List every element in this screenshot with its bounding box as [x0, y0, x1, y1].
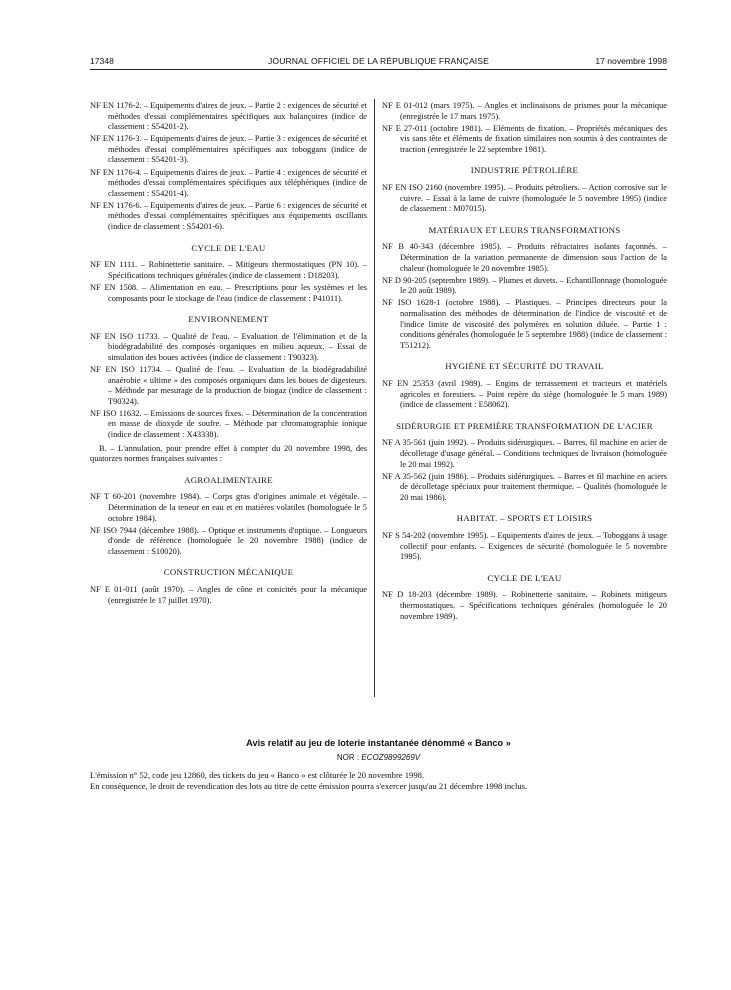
page-header [90, 56, 667, 70]
section-heading: SIDÉRURGIE ET PREMIÈRE TRANSFORMATION DE L'ACIER [396, 420, 653, 431]
nor-label: NOR : [336, 753, 360, 762]
standard-entry: NF A 35-561 (juin 1992). – Produits sidérurgiques. – Barres, fil machine en acier de décolletage d'usage général. – Conditions techniques de livraison (homologuée le 20 mai 1992). [382, 438, 667, 469]
section-heading: AGROALIMENTAIRE [184, 474, 273, 485]
notice-title: Avis relatif au jeu de loterie instantanée dénommé « Banco » [246, 738, 511, 748]
standard-entry: NF S 54-202 (novembre 1995). – Equipements d'aires de jeux. – Toboggans à usage collectif pour enfants. – Exigences de sécurité (homologuée le 5 novembre 1995). [382, 531, 667, 562]
journal-title: JOURNAL OFFICIEL DE LA RÉPUBLIQUE FRANÇAISE [268, 56, 489, 66]
right-column [382, 101, 667, 624]
standard-entry: NF B 40-343 (décembre 1985). – Produits réfractaires isolants façonnés. – Détermination de la variation permanente de dimension sous l'action de la chaleur (homologuée le 20 novembre 1985). [382, 242, 667, 273]
standard-entry: NF EN 1176-3. – Equipements d'aires de jeux. – Partie 3 : exigences de sécurité et méthodes d'essai complémentaires spécifiques aux toboggans (indice de classement : S54201-3). [90, 134, 367, 165]
section-heading: HABITAT. – SPORTS ET LOISIRS [456, 513, 593, 524]
standard-entry: NF EN ISO 11734. – Qualité de l'eau. – Evaluation de la biodégradabilité anaérobie « ultime » des composés organiques dans les boues de digesteurs. – Méthode par mesurage de la production de biogaz (indice de classement : T90324). [90, 364, 367, 406]
standard-entry: NF EN 25353 (avril 1989). – Engins de terrassement et tracteurs et matériels agricoles et forestiers. – Point repère du siège (homologuée le 5 mars 1989) (indice de classement : E58062). [382, 378, 667, 410]
publication-date: 17 novembre 1998 [595, 56, 667, 66]
standard-entry: NF A 35-562 (juin 1986). – Produits sidérurgiques. – Barres et fil machine en aciers de décolletage spéciaux pour traitement thermique. – Qualités (homologuée le 20 mai 1986). [382, 471, 667, 502]
standard-entry: NF E 01-012 (mars 1975). – Angles et inclinaisons de prismes pour la mécanique (enregistrée le 17 mars 1975). [382, 101, 667, 121]
column-divider [374, 99, 375, 697]
notice-body [90, 770, 667, 792]
standard-entry: NF EN ISO 11733. – Qualité de l'eau. – Evaluation de l'élimination et de la biodégradabilité des composés organiques en milieu aqueux. – Essai de simulation des boues activées (indice de classement : T90323). [90, 331, 367, 362]
standard-entry: NF EN 1176-4. – Equipements d'aires de jeux. – Partie 4 : exigences de sécurité et méthodes d'essai complémentaires spécifiques aux téléphériques (indice de classement : S54201-4). [90, 167, 367, 198]
nor-reference [90, 753, 667, 762]
header-rule [90, 69, 667, 70]
banco-notice [90, 738, 667, 792]
standard-entry: NF EN 1508. – Alimentation en eau. – Prescriptions pour les systèmes et les composants pour le stockage de l'eau (indice de classement : P41011). [90, 282, 367, 303]
left-column [90, 101, 367, 608]
standard-entry: NF ISO 1628-1 (octobre 1988). – Plastiques. – Principes directeurs pour la normalisation des méthodes de détermination de l'indice de viscosité et de l'indice limite de viscosité des polymères en solution diluée. – Partie 1 : conditions générales (homologuée le 5 septembre 1988) (indice de classement : T51212). [382, 298, 667, 350]
standard-entry: NF ISO 11632. – Emissions de sources fixes. – Détermination de la concentration en masse de dioxyde de soufre. – Méthode par chromatographie ionique (indice de classement : X43338). [90, 408, 367, 440]
standard-entry: NF EN ISO 2160 (novembre 1995). – Produits pétroliers. – Action corrosive sur le cuivre. – Essai à la lame de cuivre (homologuée le 5 novembre 1995) (indice de classement : M07015). [382, 183, 667, 214]
standard-entry: NF ISO 7944 (décembre 1988). – Optique et instruments d'optique. – Longueurs d'onde de référence (homologuée le 20 novembre 1988) (indice de classement : S10020). [90, 525, 367, 556]
paragraph: B. – L'annulation, pour prendre effet à compter du 20 novembre 1998, des quatorzes normes françaises suivantes : [90, 443, 367, 464]
standard-entry: NF EN 1111. – Robinetterie sanitaire. – Mitigeurs thermostatiques (PN 10). – Spécifications techniques générales (indice de classement : D18203). [90, 260, 367, 280]
standard-entry: NF T 60-201 (novembre 1984). – Corps gras d'origines animale et végétale. – Détermination de la teneur en eau et en matières volatiles (homologuée le 5 octobre 1984). [90, 492, 367, 523]
standard-entry: NF E 01-011 (août 1970). – Angles de cône et conicités pour la mécanique (enregistrée le 17 juillet 1970). [90, 585, 367, 605]
section-heading: CONSTRUCTION MÉCANIQUE [163, 567, 294, 578]
section-heading: MATÉRIAUX ET LEURS TRANSFORMATIONS [428, 224, 621, 235]
notice-line: L'émission n° 52, code jeu 12860, des tickets du jeu « Banco » est clôturée le 20 novembre 1998. [90, 770, 425, 780]
section-heading: INDUSTRIE PÉTROLIÈRE [470, 165, 579, 176]
standard-entry: NF E 27-011 (octobre 1981). – Eléments de fixation. – Propriétés mécaniques des vis sans tête et éléments de fixation similaires non soumis à des contraintes de traction (enregistrée le 22 septembre 1981). [382, 123, 667, 154]
section-heading: CYCLE DE L'EAU [487, 572, 562, 583]
notice-line: En conséquence, le droit de revendication des lots au titre de cette émission pourra s'exercer jusqu'au 21 décembre 1998 inclus. [90, 781, 528, 791]
section-heading: CYCLE DE L'EAU [191, 242, 266, 253]
page-number: 17348 [90, 56, 114, 66]
nor-code: ECOZ9899269V [361, 753, 421, 762]
section-heading: ENVIRONNEMENT [188, 314, 269, 325]
standard-entry: NF EN 1176-2. – Equipements d'aires de jeux. – Partie 2 : exigences de sécurité et méthodes d'essai complémentaires spécifiques aux balançoires (indice de classement : S54201-2). [90, 101, 367, 132]
standard-entry: NF D 90-205 (septembre 1989). – Plumes et duvets. – Echantillonnage (homologuée le 20 août 1989). [382, 275, 667, 296]
standard-entry: NF D 18-203 (décembre 1989). – Robinetterie sanitaire. – Robinets mitigeurs thermostatiques. – Spécifications techniques générales (homologuée le 20 novembre 1989). [382, 590, 667, 621]
standard-entry: NF EN 1176-6. – Equipements d'aires de jeux. – Partie 6 : exigences de sécurité et méthodes d'essai complémentaires spécifiques aux équipements oscillants (indice de classement : S54201-6). [90, 200, 367, 232]
section-heading: HYGIÈNE ET SÉCURITÉ DU TRAVAIL [445, 361, 604, 372]
